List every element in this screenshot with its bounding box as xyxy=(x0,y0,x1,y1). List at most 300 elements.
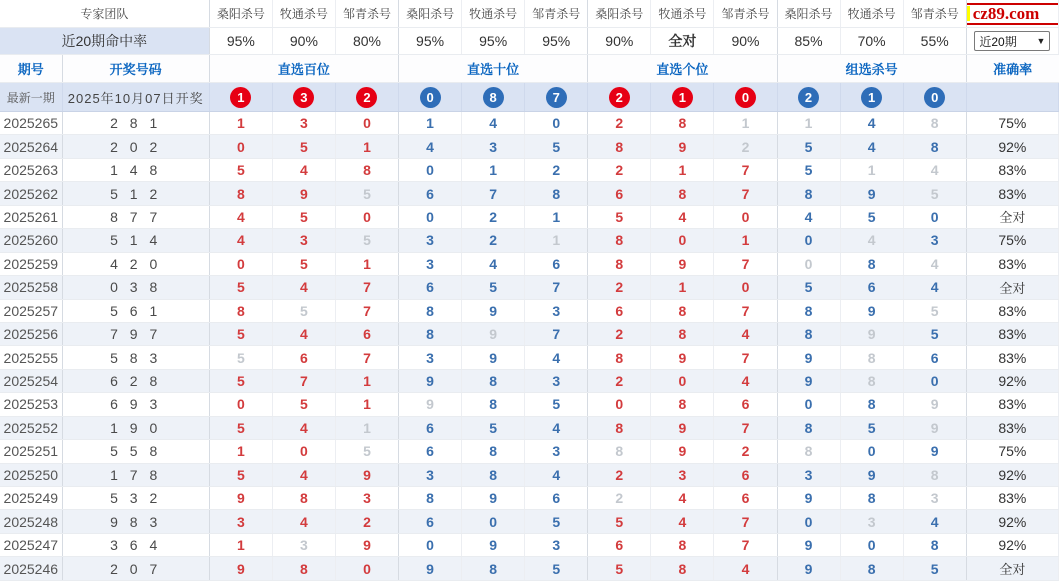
kill-number: 6 xyxy=(903,346,966,369)
draw-numbers: 4 2 0 xyxy=(62,252,209,275)
period-range-select[interactable] xyxy=(974,31,1050,51)
draw-numbers: 5 6 1 xyxy=(62,299,209,322)
kill-number: 5 xyxy=(588,205,651,228)
kill-number: 8 xyxy=(651,112,714,135)
latest-ball: 3 xyxy=(293,87,314,108)
kill-number: 4 xyxy=(399,135,462,158)
logo-text: cz89.com xyxy=(972,4,1040,23)
draw-numbers: 1 9 0 xyxy=(62,416,209,439)
kill-number: 2 xyxy=(588,112,651,135)
draw-numbers: 5 3 2 xyxy=(62,487,209,510)
hit-rate-value: 95% xyxy=(462,28,525,55)
kill-number: 2 xyxy=(588,158,651,181)
table-row xyxy=(0,158,1059,181)
issue-number: 2025255 xyxy=(0,346,62,369)
hit-rate-value: 85% xyxy=(777,28,840,55)
accuracy-value: 75% xyxy=(966,112,1058,135)
hit-rate-value: 全对 xyxy=(651,28,714,55)
kill-number: 5 xyxy=(209,158,272,181)
kill-number: 3 xyxy=(399,252,462,275)
issue-number: 2025257 xyxy=(0,299,62,322)
issue-number: 2025263 xyxy=(0,158,62,181)
select-cell xyxy=(966,28,1058,55)
kill-number: 9 xyxy=(840,463,903,486)
kill-number: 3 xyxy=(525,440,588,463)
table-row xyxy=(0,182,1059,205)
latest-ball: 1 xyxy=(672,87,693,108)
issue-number: 2025248 xyxy=(0,510,62,533)
accuracy-value: 83% xyxy=(966,299,1058,322)
kill-number: 5 xyxy=(272,252,335,275)
kill-number: 4 xyxy=(903,252,966,275)
kill-number: 5 xyxy=(840,205,903,228)
latest-ball-cell xyxy=(777,83,840,112)
table-row xyxy=(0,299,1059,322)
hit-rate-row xyxy=(0,28,1059,55)
accuracy-value: 92% xyxy=(966,463,1058,486)
expert-header: 桑阳杀号 xyxy=(399,0,462,28)
kill-number: 8 xyxy=(462,440,525,463)
kill-number: 8 xyxy=(588,416,651,439)
kill-number: 4 xyxy=(525,346,588,369)
table-row xyxy=(0,276,1059,299)
kill-number: 9 xyxy=(209,557,272,580)
kill-number: 7 xyxy=(525,322,588,345)
period-range-value: 近20期 xyxy=(979,34,1017,49)
kill-number: 6 xyxy=(272,346,335,369)
kill-number: 5 xyxy=(272,135,335,158)
kill-number: 0 xyxy=(588,393,651,416)
accuracy-value: 83% xyxy=(966,158,1058,181)
kill-number: 5 xyxy=(525,510,588,533)
kill-number: 2 xyxy=(714,135,777,158)
kill-number: 8 xyxy=(840,346,903,369)
kill-number: 8 xyxy=(840,487,903,510)
latest-ball: 8 xyxy=(483,87,504,108)
kill-number: 9 xyxy=(399,393,462,416)
kill-number: 9 xyxy=(209,487,272,510)
expert-header: 邹青杀号 xyxy=(335,0,398,28)
kill-number: 6 xyxy=(399,182,462,205)
kill-number: 9 xyxy=(462,299,525,322)
draw-numbers: 1 4 8 xyxy=(62,158,209,181)
issue-number: 2025258 xyxy=(0,276,62,299)
kill-number: 3 xyxy=(777,463,840,486)
kill-number: 5 xyxy=(903,322,966,345)
kill-number: 4 xyxy=(777,205,840,228)
table-row xyxy=(0,205,1059,228)
draw-column-header: 开奖号码 xyxy=(62,55,209,83)
table-row xyxy=(0,135,1059,158)
group-header: 直选个位 xyxy=(588,55,777,83)
kill-number: 5 xyxy=(777,276,840,299)
kill-number: 8 xyxy=(651,322,714,345)
kill-number: 8 xyxy=(525,182,588,205)
kill-number: 8 xyxy=(399,487,462,510)
kill-number: 4 xyxy=(209,229,272,252)
kill-number: 1 xyxy=(335,369,398,392)
kill-number: 5 xyxy=(209,463,272,486)
kill-number: 8 xyxy=(903,135,966,158)
kill-number: 6 xyxy=(714,393,777,416)
kill-number: 4 xyxy=(903,510,966,533)
table-row xyxy=(0,112,1059,135)
kill-number: 4 xyxy=(209,205,272,228)
kill-number: 4 xyxy=(714,322,777,345)
issue-number: 2025260 xyxy=(0,229,62,252)
kill-number: 6 xyxy=(714,463,777,486)
accuracy-value: 75% xyxy=(966,229,1058,252)
kill-number: 1 xyxy=(777,112,840,135)
kill-number: 9 xyxy=(462,322,525,345)
draw-numbers: 5 1 4 xyxy=(62,229,209,252)
hit-rate-value: 95% xyxy=(209,28,272,55)
accuracy-value: 92% xyxy=(966,510,1058,533)
kill-number: 0 xyxy=(335,112,398,135)
latest-ball: 0 xyxy=(420,87,441,108)
kill-number: 4 xyxy=(651,510,714,533)
kill-number: 5 xyxy=(903,299,966,322)
kill-number: 9 xyxy=(840,182,903,205)
kill-number: 9 xyxy=(777,346,840,369)
kill-number: 3 xyxy=(903,487,966,510)
kill-number: 5 xyxy=(777,158,840,181)
kill-number: 0 xyxy=(651,369,714,392)
kill-number: 8 xyxy=(777,416,840,439)
kill-number: 7 xyxy=(714,252,777,275)
kill-number: 2 xyxy=(588,369,651,392)
kill-number: 1 xyxy=(714,112,777,135)
kill-number: 2 xyxy=(525,158,588,181)
kill-number: 7 xyxy=(525,276,588,299)
accuracy-value: 92% xyxy=(966,533,1058,556)
kill-number: 7 xyxy=(714,346,777,369)
latest-ball: 2 xyxy=(356,87,377,108)
kill-number: 8 xyxy=(903,533,966,556)
expert-header: 邹青杀号 xyxy=(525,0,588,28)
expert-header-row xyxy=(0,0,1059,28)
issue-number: 2025259 xyxy=(0,252,62,275)
kill-number: 5 xyxy=(272,205,335,228)
kill-number: 1 xyxy=(209,112,272,135)
kill-number: 3 xyxy=(209,510,272,533)
kill-number: 5 xyxy=(588,557,651,580)
issue-number: 2025262 xyxy=(0,182,62,205)
kill-number: 5 xyxy=(525,135,588,158)
kill-number: 3 xyxy=(272,112,335,135)
kill-number: 5 xyxy=(525,557,588,580)
kill-number: 0 xyxy=(462,510,525,533)
kill-number: 5 xyxy=(272,299,335,322)
kill-number: 7 xyxy=(714,182,777,205)
site-logo[interactable] xyxy=(966,3,1058,25)
latest-ball-cell xyxy=(399,83,462,112)
kill-number: 4 xyxy=(840,229,903,252)
kill-number: 6 xyxy=(399,440,462,463)
issue-number: 2025253 xyxy=(0,393,62,416)
hit-rate-value: 95% xyxy=(525,28,588,55)
kill-number: 0 xyxy=(272,440,335,463)
kill-number: 1 xyxy=(335,252,398,275)
kill-number: 1 xyxy=(335,393,398,416)
table-row xyxy=(0,440,1059,463)
issue-number: 2025252 xyxy=(0,416,62,439)
hit-rate-value: 70% xyxy=(840,28,903,55)
kill-number: 8 xyxy=(462,369,525,392)
table-row xyxy=(0,487,1059,510)
kill-number: 8 xyxy=(777,322,840,345)
accuracy-value: 92% xyxy=(966,135,1058,158)
kill-number: 1 xyxy=(335,416,398,439)
kill-number: 9 xyxy=(840,299,903,322)
kill-number: 6 xyxy=(525,252,588,275)
kill-number: 7 xyxy=(335,299,398,322)
draw-numbers: 6 2 8 xyxy=(62,369,209,392)
hit-rate-value: 90% xyxy=(714,28,777,55)
kill-number: 9 xyxy=(399,557,462,580)
kill-number: 4 xyxy=(714,557,777,580)
team-label: 专家团队 xyxy=(0,0,209,28)
kill-number: 4 xyxy=(272,158,335,181)
table-row xyxy=(0,252,1059,275)
kill-number: 5 xyxy=(209,322,272,345)
kill-number: 9 xyxy=(335,533,398,556)
latest-accuracy-empty xyxy=(966,83,1058,112)
kill-number: 0 xyxy=(399,158,462,181)
hit-rate-value: 90% xyxy=(272,28,335,55)
kill-number: 4 xyxy=(651,487,714,510)
kill-number: 4 xyxy=(462,112,525,135)
kill-number: 7 xyxy=(462,182,525,205)
kill-number: 9 xyxy=(651,135,714,158)
accuracy-value: 83% xyxy=(966,416,1058,439)
kill-number: 0 xyxy=(651,229,714,252)
kill-number: 6 xyxy=(399,416,462,439)
kill-number: 0 xyxy=(209,393,272,416)
kill-number: 1 xyxy=(525,205,588,228)
issue-number: 2025264 xyxy=(0,135,62,158)
kill-number: 3 xyxy=(462,135,525,158)
hit-rate-value: 80% xyxy=(335,28,398,55)
kill-number: 6 xyxy=(335,322,398,345)
accuracy-value: 83% xyxy=(966,252,1058,275)
kill-number: 4 xyxy=(651,205,714,228)
kill-number: 0 xyxy=(335,205,398,228)
kill-number: 9 xyxy=(462,487,525,510)
group-header: 直选十位 xyxy=(399,55,588,83)
kill-number: 7 xyxy=(335,346,398,369)
kill-number: 4 xyxy=(272,510,335,533)
kill-number: 2 xyxy=(588,276,651,299)
kill-number: 8 xyxy=(209,299,272,322)
group-header: 组选杀号 xyxy=(777,55,966,83)
kill-number: 0 xyxy=(399,205,462,228)
kill-number: 0 xyxy=(209,252,272,275)
latest-ball: 1 xyxy=(861,87,882,108)
issue-number: 2025250 xyxy=(0,463,62,486)
draw-numbers: 6 9 3 xyxy=(62,393,209,416)
kill-number: 5 xyxy=(903,182,966,205)
issue-number: 2025247 xyxy=(0,533,62,556)
expert-header: 牧通杀号 xyxy=(272,0,335,28)
draw-numbers: 8 7 7 xyxy=(62,205,209,228)
accuracy-value: 83% xyxy=(966,182,1058,205)
kill-number: 4 xyxy=(272,322,335,345)
kill-number: 4 xyxy=(525,463,588,486)
kill-number: 5 xyxy=(335,440,398,463)
kill-number: 3 xyxy=(525,369,588,392)
expert-header: 牧通杀号 xyxy=(840,0,903,28)
hit-rate-label: 近20期命中率 xyxy=(0,28,209,55)
hit-rate-value: 55% xyxy=(903,28,966,55)
kill-number: 1 xyxy=(209,440,272,463)
latest-draw-row xyxy=(0,83,1059,112)
issue-number: 2025251 xyxy=(0,440,62,463)
issue-number: 2025246 xyxy=(0,557,62,580)
kill-number: 8 xyxy=(651,182,714,205)
kill-number: 9 xyxy=(272,182,335,205)
kill-number: 2 xyxy=(462,205,525,228)
kill-number: 1 xyxy=(651,276,714,299)
kill-number: 9 xyxy=(651,440,714,463)
latest-ball-cell xyxy=(903,83,966,112)
kill-number: 6 xyxy=(588,533,651,556)
kill-number: 7 xyxy=(714,299,777,322)
latest-ball-cell xyxy=(272,83,335,112)
kill-number: 8 xyxy=(399,299,462,322)
kill-number: 5 xyxy=(209,346,272,369)
kill-number: 5 xyxy=(209,416,272,439)
draw-numbers: 1 7 8 xyxy=(62,463,209,486)
draw-numbers: 5 5 8 xyxy=(62,440,209,463)
kill-number: 8 xyxy=(840,393,903,416)
kill-number: 4 xyxy=(714,369,777,392)
draw-numbers: 7 9 7 xyxy=(62,322,209,345)
kill-number: 8 xyxy=(588,252,651,275)
kill-number: 1 xyxy=(462,158,525,181)
kill-number: 4 xyxy=(462,252,525,275)
accuracy-value: 全对 xyxy=(966,276,1058,299)
kill-number: 2 xyxy=(588,487,651,510)
kill-number: 8 xyxy=(777,182,840,205)
kill-number: 0 xyxy=(399,533,462,556)
expert-header: 邹青杀号 xyxy=(903,0,966,28)
kill-number: 5 xyxy=(335,182,398,205)
expert-header: 桑阳杀号 xyxy=(588,0,651,28)
latest-ball: 7 xyxy=(546,87,567,108)
kill-number: 8 xyxy=(588,135,651,158)
kill-number: 9 xyxy=(777,369,840,392)
kill-number: 8 xyxy=(272,487,335,510)
issue-number: 2025265 xyxy=(0,112,62,135)
kill-number: 7 xyxy=(714,416,777,439)
kill-number: 8 xyxy=(903,112,966,135)
kill-number: 9 xyxy=(777,557,840,580)
kill-number: 0 xyxy=(714,205,777,228)
latest-ball-cell xyxy=(462,83,525,112)
kill-number: 3 xyxy=(399,463,462,486)
kill-number: 9 xyxy=(903,440,966,463)
kill-number: 9 xyxy=(651,416,714,439)
kill-number: 6 xyxy=(588,299,651,322)
kill-number: 8 xyxy=(903,463,966,486)
kill-number: 7 xyxy=(714,158,777,181)
expert-header: 桑阳杀号 xyxy=(777,0,840,28)
kill-number: 0 xyxy=(335,557,398,580)
table-row xyxy=(0,229,1059,252)
table-row xyxy=(0,322,1059,345)
kill-number: 5 xyxy=(335,229,398,252)
draw-numbers: 2 8 1 xyxy=(62,112,209,135)
group-header: 直选百位 xyxy=(209,55,398,83)
kill-number: 8 xyxy=(588,346,651,369)
latest-ball: 0 xyxy=(735,87,756,108)
issue-number: 2025261 xyxy=(0,205,62,228)
table-row xyxy=(0,533,1059,556)
latest-ball: 0 xyxy=(924,87,945,108)
table-row xyxy=(0,416,1059,439)
kill-number: 5 xyxy=(209,276,272,299)
kill-number: 0 xyxy=(777,510,840,533)
kill-number: 8 xyxy=(777,299,840,322)
kill-number: 5 xyxy=(462,276,525,299)
kill-number: 3 xyxy=(840,510,903,533)
kill-number: 5 xyxy=(588,510,651,533)
kill-number: 8 xyxy=(651,557,714,580)
kill-number: 3 xyxy=(903,229,966,252)
kill-number: 3 xyxy=(272,533,335,556)
kill-number: 4 xyxy=(272,463,335,486)
draw-numbers: 3 6 4 xyxy=(62,533,209,556)
draw-numbers: 0 3 8 xyxy=(62,276,209,299)
kill-number: 8 xyxy=(335,158,398,181)
table-row xyxy=(0,369,1059,392)
latest-ball: 2 xyxy=(609,87,630,108)
kill-number: 9 xyxy=(651,346,714,369)
kill-number: 9 xyxy=(399,369,462,392)
kill-number: 0 xyxy=(525,112,588,135)
latest-draw-date: 2025年10月07日开奖 xyxy=(62,83,209,112)
kill-number: 8 xyxy=(209,182,272,205)
accuracy-value: 全对 xyxy=(966,205,1058,228)
kill-number: 8 xyxy=(651,299,714,322)
kill-number: 2 xyxy=(588,322,651,345)
latest-ball-cell xyxy=(588,83,651,112)
kill-number: 2 xyxy=(335,510,398,533)
latest-draw-label: 最新一期 xyxy=(0,83,62,112)
kill-number: 4 xyxy=(903,276,966,299)
kill-number: 5 xyxy=(209,369,272,392)
kill-number: 5 xyxy=(462,416,525,439)
kill-number: 0 xyxy=(777,229,840,252)
kill-number: 0 xyxy=(840,440,903,463)
kill-number: 9 xyxy=(903,416,966,439)
kill-number: 3 xyxy=(399,346,462,369)
kill-number: 1 xyxy=(651,158,714,181)
latest-ball-cell xyxy=(651,83,714,112)
table-row xyxy=(0,393,1059,416)
kill-number: 8 xyxy=(588,440,651,463)
accuracy-column-header: 准确率 xyxy=(966,55,1058,83)
kill-number: 7 xyxy=(714,533,777,556)
table-row xyxy=(0,557,1059,580)
logo-square-icon xyxy=(966,6,970,21)
kill-number: 0 xyxy=(840,533,903,556)
expert-header: 牧通杀号 xyxy=(462,0,525,28)
kill-number: 5 xyxy=(272,393,335,416)
kill-number: 2 xyxy=(462,229,525,252)
kill-number: 0 xyxy=(714,276,777,299)
